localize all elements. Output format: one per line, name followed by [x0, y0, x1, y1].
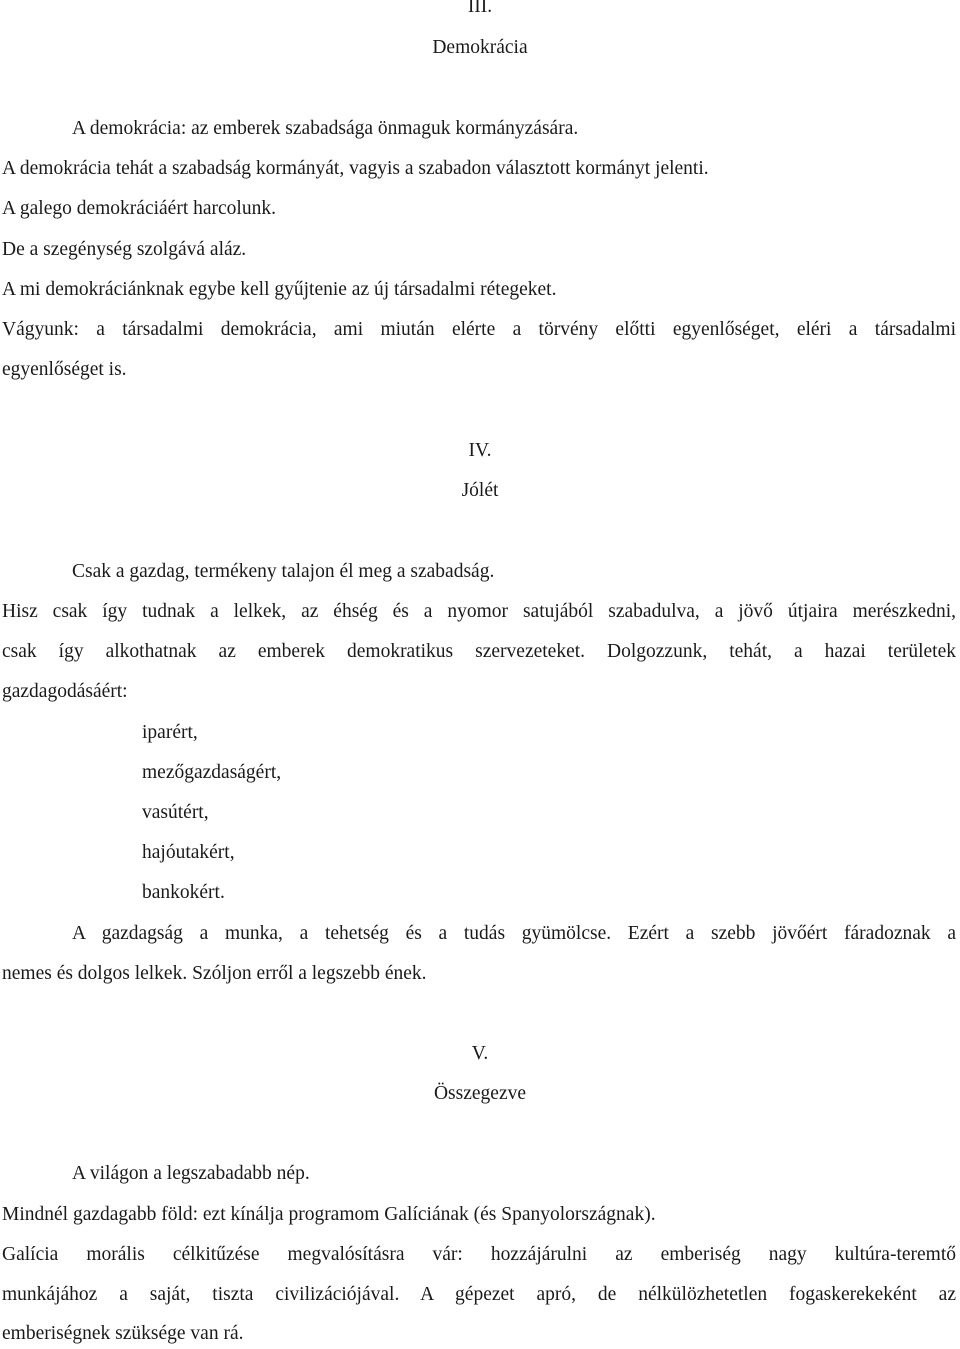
paragraph-line: csak így alkothatnak az emberek demokratikus szervezeteket. Dolgozzunk, tehát, a hazai területek [2, 641, 956, 662]
paragraph-line: Vágyunk: a társadalmi demokrácia, ami miután elérte a törvény előtti egyenlőséget, eléri a társadalmi [2, 319, 956, 340]
list-item: iparért, [142, 722, 198, 743]
section-title: Jólét [461, 480, 499, 501]
paragraph-line: A galego demokráciáért harcolunk. [2, 198, 276, 219]
paragraph-line: Hisz csak így tudnak a lelkek, az éhség és a nyomor satujából szabadulva, a jövő útjaira merészkedni, [2, 601, 956, 622]
paragraph-line: De a szegénység szolgává aláz. [2, 239, 247, 260]
paragraph-line: nemes és dolgos lelkek. Szóljon erről a legszebb ének. [2, 963, 427, 984]
paragraph-line: egyenlőséget is. [2, 359, 127, 380]
paragraph-line: A gazdagság a munka, a tehetség és a tudás gyümölcse. Ezért a szebb jövőért fáradoznak a [72, 923, 956, 944]
section-title: Demokrácia [432, 37, 528, 58]
section-number: V. [471, 1043, 489, 1064]
list-item: mezőgazdaságért, [142, 762, 282, 783]
section-title: Összegezve [433, 1083, 527, 1104]
list-item: hajóutakért, [142, 842, 235, 863]
paragraph-line: emberiségnek szüksége van rá. [2, 1323, 244, 1344]
paragraph-line: A demokrácia tehát a szabadság kormányát, vagyis a szabadon választott kormányt jelenti. [2, 158, 709, 179]
paragraph-line: munkájához a saját, tiszta civilizációjával. A gépezet apró, de nélkülözhetetlen fogaskerekeként az [2, 1284, 956, 1305]
section-number: III. [467, 0, 493, 17]
paragraph-line: Csak a gazdag, termékeny talajon él meg a szabadság. [72, 561, 495, 582]
paragraph-line: A világon a legszabadabb nép. [72, 1163, 310, 1184]
paragraph-line: Mindnél gazdagabb föld: ezt kínálja programom Galíciának (és Spanyolországnak). [2, 1204, 656, 1225]
section-number: IV. [468, 440, 492, 461]
paragraph-line: A mi demokráciánknak egybe kell gyűjtenie az új társadalmi rétegeket. [2, 279, 557, 300]
paragraph-line: gazdagodásáért: [2, 681, 128, 702]
list-item: vasútért, [142, 802, 209, 823]
list-item: bankokért. [142, 882, 225, 903]
paragraph-line: Galícia morális célkitűzése megvalósításra vár: hozzájárulni az emberiség nagy kultúra-teremtő [2, 1244, 956, 1265]
paragraph-line: A demokrácia: az emberek szabadsága önmaguk kormányzására. [72, 118, 579, 139]
